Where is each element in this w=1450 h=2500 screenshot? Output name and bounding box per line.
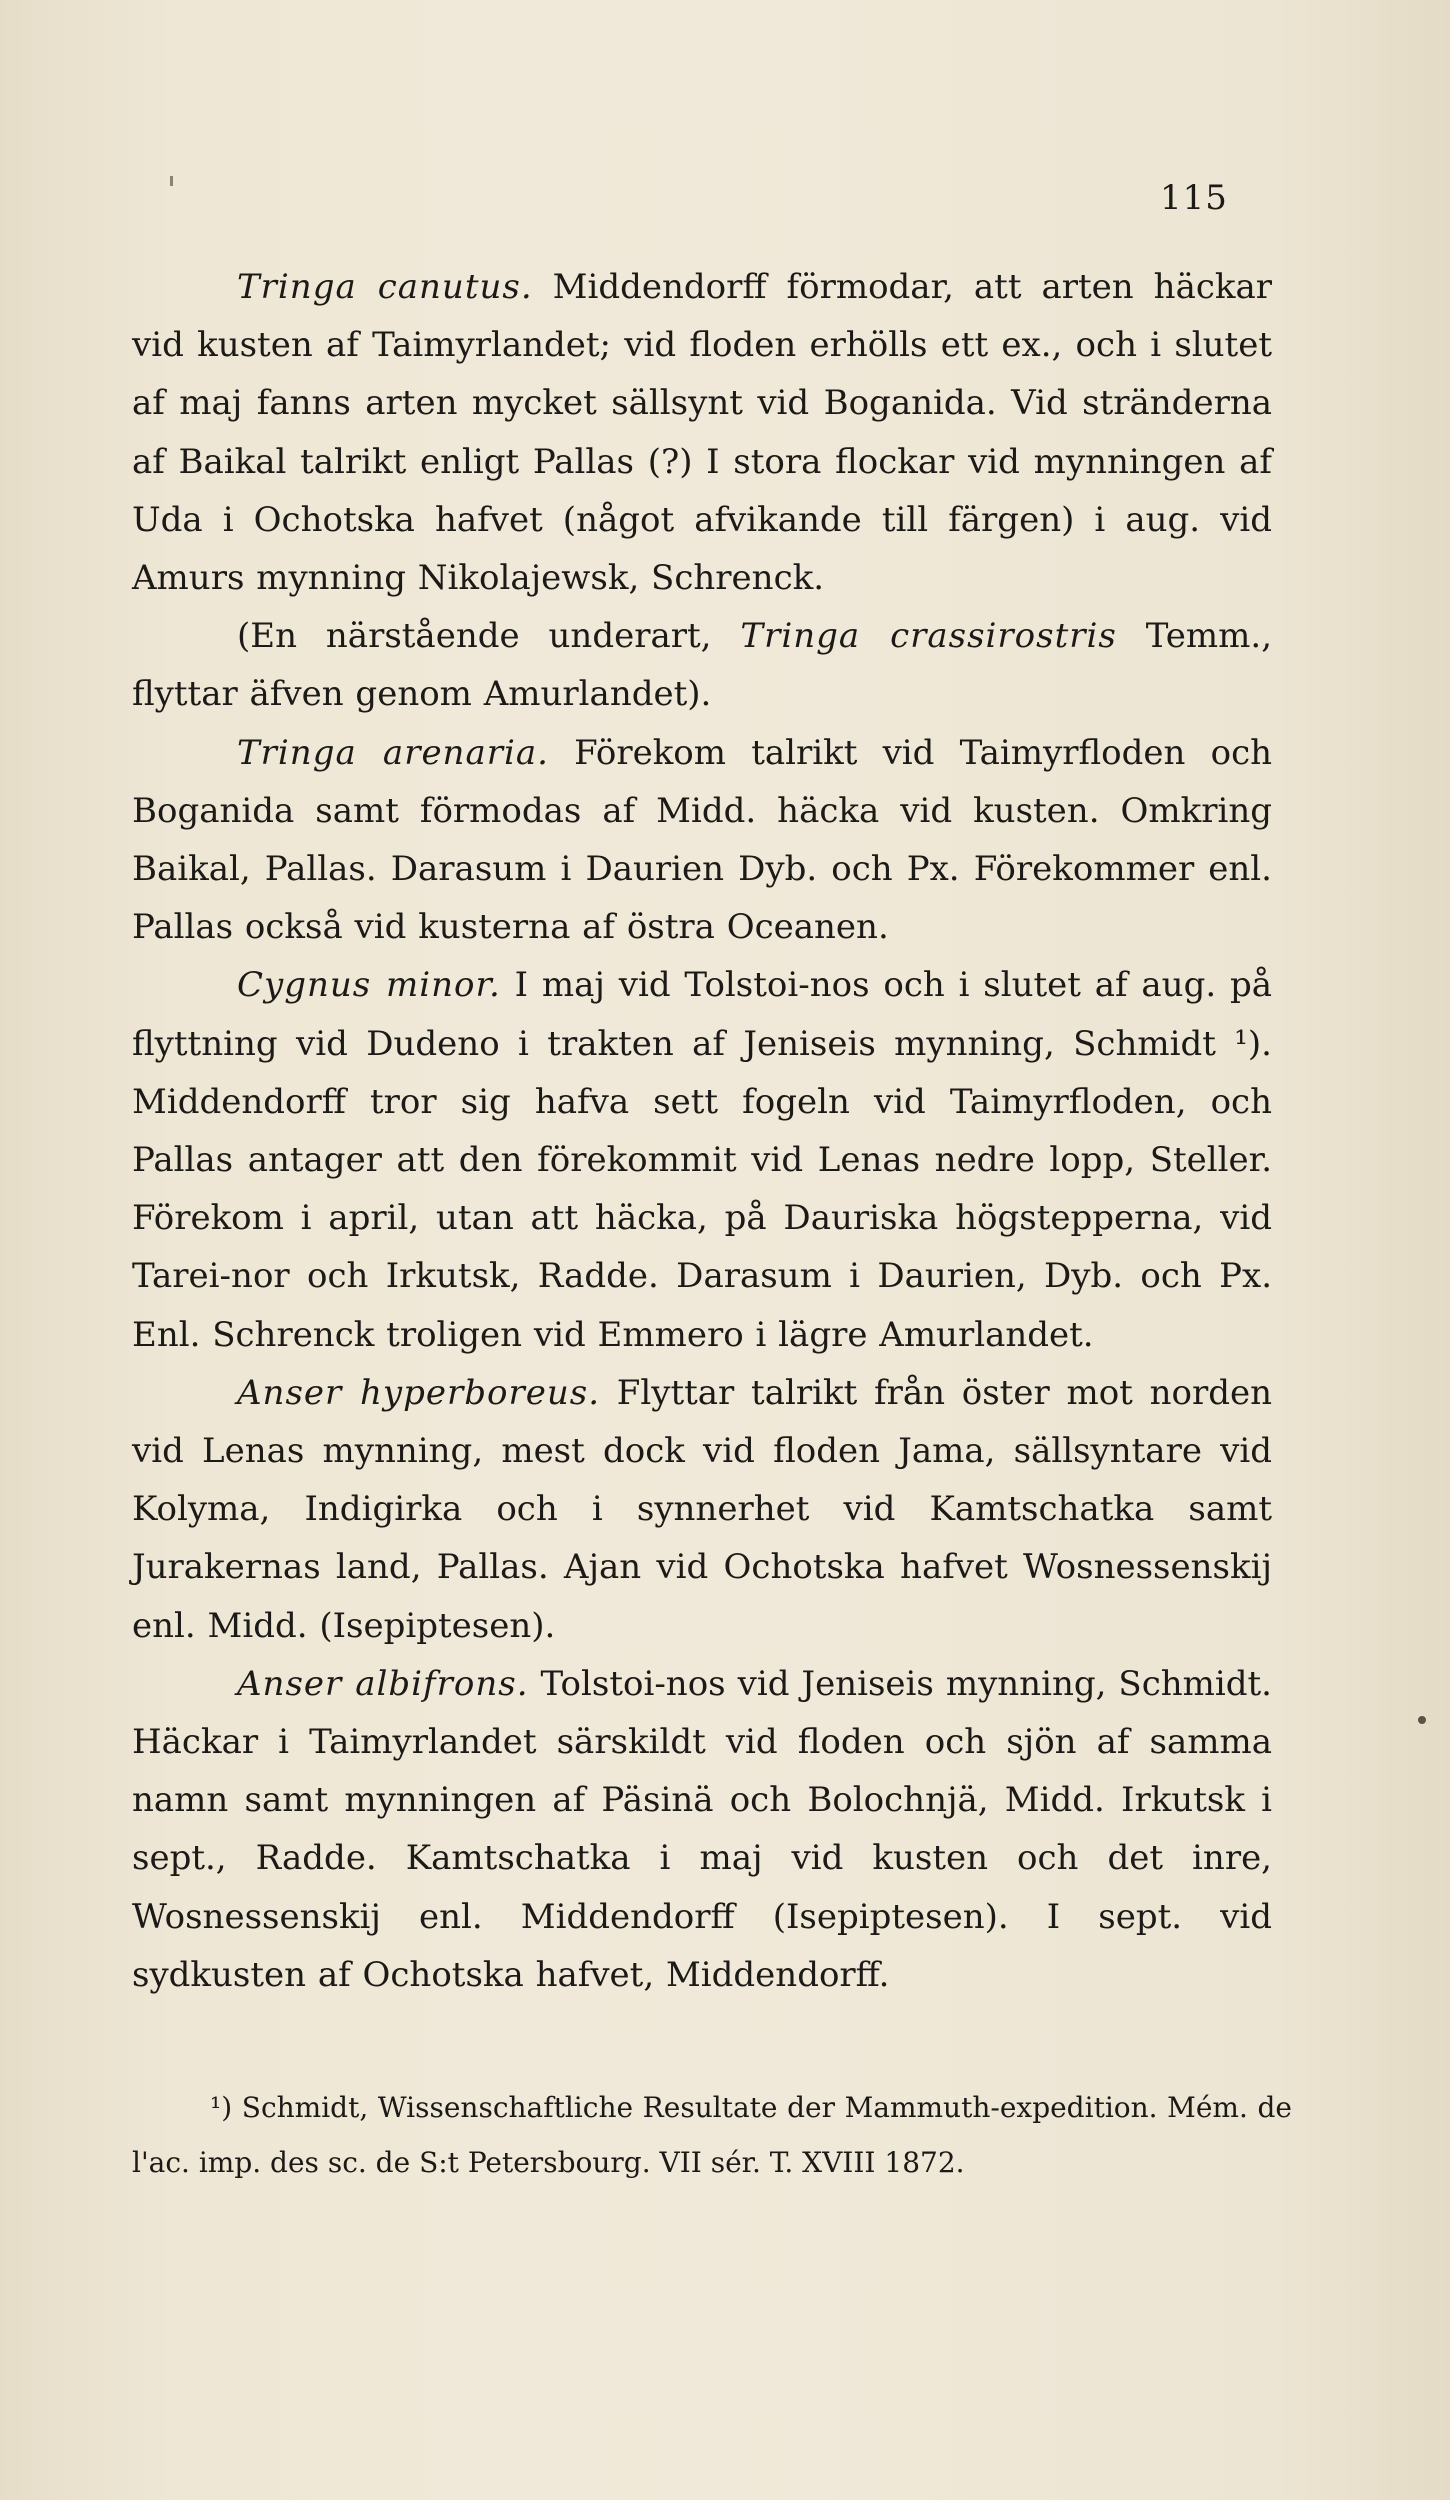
paragraph-anser-hyperboreus [132, 1364, 1272, 1655]
footnote: ¹) Schmidt, Wissenschaftliche Resultate der Mammuth-expedition. Mém. de l'ac. imp. des sc. de S:t Petersbourg. VII sér. T. XVIII 1872. [132, 2091, 1292, 2179]
margin-dot [1418, 1716, 1426, 1724]
taxon-name: Anser hyperboreus. [237, 1372, 601, 1413]
paragraph-tringa-arenaria [132, 724, 1272, 957]
paragraph-cygnus-minor [132, 956, 1272, 1363]
taxon-name: Tringa arenaria. [237, 732, 549, 773]
paragraph-text: Middendorff förmodar, att arten häckar vid kusten af Taimyrlandet; vid floden erhölls ett ex., och i slutet af maj fanns arten mycket sällsynt vid Boganida. Vid stränderna af Baikal talrikt enligt Pallas (?) I stora flockar vid mynningen af Uda i Ochotska hafvet (något afvikande till färgen) i aug. vid Amurs mynning Nikolajewsk, Schrenck. [132, 267, 1273, 599]
taxon-name: Anser albifrons. [237, 1663, 529, 1704]
margin-mark [170, 176, 173, 186]
paragraph-anser-albifrons [132, 1655, 1272, 2004]
body-text [132, 258, 1272, 2004]
paragraph-text: Förekom talrikt vid Taimyrfloden och Boganida samt förmodas af Midd. häcka vid kusten. Omkring Baikal, Pallas. Darasum i Daurien Dyb. och Px. Förekommer enl. Pallas också vid kusterna af östra Oceanen. [132, 732, 1273, 948]
taxon-name: Tringa crassirostris [740, 616, 1117, 657]
paragraph-text: Tolstoi-nos vid Jeniseis mynning, Schmidt. Häckar i Taimyrlandet särskildt vid floden och sjön af samma namn samt mynningen af Päsinä och Bolochnjä, Midd. Irkutsk i sept., Radde. Kamtschatka i maj vid kusten och det inre, Wosnessenskij enl. Middendorff (Isepiptesen). I sept. vid sydkusten af Ochotska hafvet, Middendorff. [132, 1663, 1272, 1995]
paragraph-prefix: (En närstående underart, [237, 616, 712, 657]
paragraph-text: Flyttar talrikt från öster mot norden vid Lenas mynning, mest dock vid floden Jama, sällsyntare vid Kolyma, Indigirka och i synnerhet vid Kamtschatka samt Jurakernas land, Pallas. Ajan vid Ochotska hafvet Wosnessenskij enl. Midd. (Isepiptesen). [132, 1372, 1272, 1646]
taxon-name: Tringa canutus. [237, 267, 533, 307]
paragraph-text: I maj vid Tolstoi-nos och i slutet af aug. på flyttning vid Dudeno i trakten af Jeniseis mynning, Schmidt ¹). Middendorff tror sig hafva sett fogeln vid Taimyrfloden, och Pallas antager att den förekommit vid Lenas nedre lopp, Steller. Förekom i april, utan att häcka, på Dauriska högstepperna, vid Tarei-nor och Irkutsk, Radde. Darasum i Daurien, Dyb. och Px. Enl. Schrenck troligen vid Emmero i lägre Amurlandet. [132, 965, 1272, 1355]
taxon-name: Cygnus minor. [237, 965, 501, 1006]
paragraph-tringa-canutus [132, 258, 1272, 607]
paragraph-tringa-crassirostris [132, 607, 1272, 723]
paragraph-text: Temm., flyttar äfven genom Amurlandet). [132, 616, 1273, 715]
page-number: 115 [1160, 178, 1228, 218]
